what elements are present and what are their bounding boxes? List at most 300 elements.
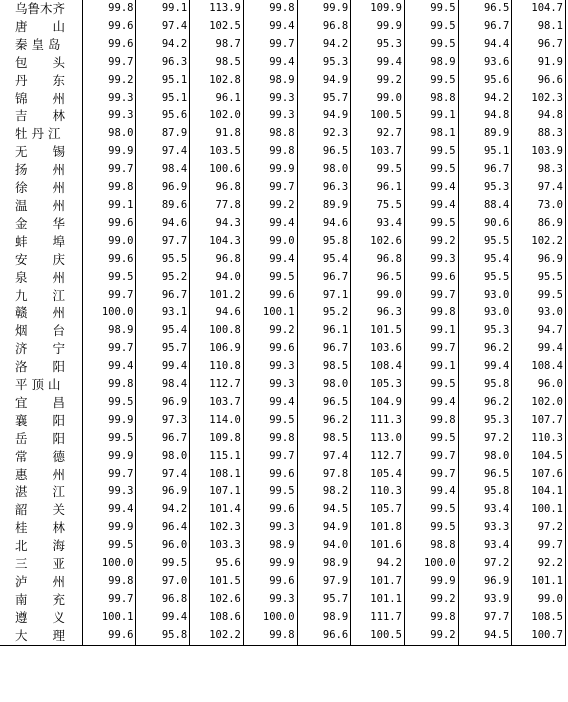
index-value-cell: 102.3 (512, 90, 566, 108)
index-value-cell: 105.7 (351, 501, 405, 519)
index-value-cell: 100.8 (190, 322, 244, 340)
index-value-cell: 100.7 (512, 627, 566, 645)
index-value-cell: 99.0 (82, 233, 136, 251)
index-value-cell: 99.6 (404, 269, 458, 287)
index-value-cell: 99.4 (243, 215, 297, 233)
index-value-cell: 104.9 (351, 394, 405, 412)
index-value-cell: 97.2 (458, 555, 512, 573)
index-value-cell: 95.4 (136, 322, 190, 340)
index-value-cell: 102.6 (190, 591, 244, 609)
index-value-cell: 99.6 (82, 251, 136, 269)
index-value-cell: 99.3 (243, 519, 297, 537)
table-row (0, 72, 566, 90)
index-value-cell: 112.7 (351, 448, 405, 466)
index-value-cell: 98.9 (243, 537, 297, 555)
index-value-cell: 94.0 (297, 537, 351, 555)
index-value-cell: 93.4 (458, 537, 512, 555)
index-value-cell: 99.9 (243, 161, 297, 179)
index-value-cell: 97.4 (297, 448, 351, 466)
index-value-cell: 99.4 (458, 358, 512, 376)
index-value-cell: 99.1 (404, 358, 458, 376)
index-value-cell: 99.5 (82, 430, 136, 448)
city-name-cell: 吉 林 (15, 108, 66, 124)
index-value-cell: 96.9 (136, 483, 190, 501)
index-value-cell: 90.6 (458, 215, 512, 233)
index-value-cell: 101.2 (190, 287, 244, 305)
index-value-cell: 100.1 (82, 609, 136, 627)
index-value-cell: 98.4 (136, 376, 190, 394)
index-value-cell: 101.7 (351, 573, 405, 591)
index-value-cell: 94.5 (458, 627, 512, 645)
index-value-cell: 96.8 (297, 18, 351, 36)
index-value-cell: 95.8 (458, 376, 512, 394)
index-value-cell: 91.9 (512, 54, 566, 72)
city-name-cell: 丹 东 (15, 72, 66, 88)
index-value-cell: 94.0 (190, 269, 244, 287)
table-row (0, 107, 566, 125)
index-value-cell: 99.4 (512, 340, 566, 358)
index-value-cell: 99.4 (243, 18, 297, 36)
city-name-cell: 襄 阳 (15, 412, 66, 428)
index-value-cell: 99.8 (82, 376, 136, 394)
index-value-cell: 98.3 (512, 161, 566, 179)
city-name-cell: 金 华 (15, 215, 66, 231)
index-value-cell: 99.1 (82, 197, 136, 215)
index-value-cell: 99.8 (82, 179, 136, 197)
index-value-cell: 99.9 (82, 412, 136, 430)
table-row (0, 36, 566, 54)
index-value-cell: 103.9 (512, 143, 566, 161)
city-name-cell: 济 宁 (15, 341, 66, 357)
index-value-cell: 97.8 (297, 466, 351, 484)
index-value-cell: 96.8 (136, 591, 190, 609)
city-name-cell: 九 江 (15, 287, 66, 303)
index-value-cell: 99.5 (404, 36, 458, 54)
index-value-cell: 103.3 (190, 537, 244, 555)
index-value-cell: 105.4 (351, 466, 405, 484)
index-value-cell: 99.6 (243, 573, 297, 591)
index-value-cell: 94.3 (190, 215, 244, 233)
index-value-cell: 96.9 (136, 179, 190, 197)
table-row (0, 448, 566, 466)
index-value-cell: 115.1 (190, 448, 244, 466)
index-value-cell: 99.5 (243, 269, 297, 287)
city-name-cell: 锦 州 (15, 90, 66, 106)
table-row (0, 251, 566, 269)
table-row (0, 322, 566, 340)
city-name-cell: 包 头 (15, 54, 66, 70)
index-value-cell: 97.4 (512, 179, 566, 197)
index-value-cell: 88.4 (458, 197, 512, 215)
index-value-cell: 94.9 (297, 107, 351, 125)
city-name-cell: 惠 州 (15, 466, 66, 482)
city-name-cell: 无 锡 (15, 144, 66, 160)
index-value-cell: 108.6 (190, 609, 244, 627)
index-value-cell: 96.8 (351, 251, 405, 269)
index-value-cell: 101.8 (351, 519, 405, 537)
index-value-cell: 99.3 (243, 90, 297, 108)
table-row (0, 483, 566, 501)
index-value-cell: 95.1 (136, 90, 190, 108)
index-value-cell: 96.1 (351, 179, 405, 197)
index-value-cell: 93.9 (458, 591, 512, 609)
table-row (0, 394, 566, 412)
index-value-cell: 89.6 (136, 197, 190, 215)
index-value-cell: 103.7 (190, 394, 244, 412)
city-name-cell: 温 州 (15, 197, 66, 213)
index-value-cell: 98.5 (190, 54, 244, 72)
city-name-cell: 洛 阳 (15, 359, 66, 375)
index-value-cell: 99.7 (82, 591, 136, 609)
table-row (0, 555, 566, 573)
index-value-cell: 100.6 (190, 161, 244, 179)
index-value-cell: 104.1 (512, 483, 566, 501)
index-value-cell: 95.3 (458, 412, 512, 430)
index-value-cell: 95.7 (297, 90, 351, 108)
index-value-cell: 94.6 (190, 304, 244, 322)
index-value-cell: 97.1 (297, 287, 351, 305)
index-value-cell: 95.3 (458, 322, 512, 340)
index-value-cell: 99.8 (243, 0, 297, 18)
index-value-cell: 94.6 (136, 215, 190, 233)
table-row (0, 215, 566, 233)
index-value-cell: 99.4 (243, 394, 297, 412)
table-row (0, 0, 566, 18)
index-value-cell: 98.9 (404, 54, 458, 72)
index-value-cell: 95.5 (458, 269, 512, 287)
index-value-cell: 99.3 (243, 591, 297, 609)
index-value-cell: 99.5 (82, 394, 136, 412)
city-name-cell: 南 充 (15, 591, 66, 607)
index-value-cell: 97.2 (458, 430, 512, 448)
city-name-cell: 赣 州 (15, 305, 66, 321)
index-value-cell: 96.9 (136, 394, 190, 412)
index-value-cell: 94.8 (458, 107, 512, 125)
index-value-cell: 99.0 (351, 90, 405, 108)
index-value-cell: 108.5 (512, 609, 566, 627)
index-value-cell: 93.1 (136, 304, 190, 322)
city-name-cell: 安 庆 (15, 251, 66, 267)
city-name-cell: 宜 昌 (15, 394, 66, 410)
table-row (0, 340, 566, 358)
table-row (0, 376, 566, 394)
index-value-cell: 104.3 (190, 233, 244, 251)
index-value-cell: 99.4 (404, 483, 458, 501)
index-value-cell: 96.7 (458, 161, 512, 179)
index-value-cell: 99.3 (82, 483, 136, 501)
index-value-cell: 99.8 (243, 430, 297, 448)
index-value-cell: 99.5 (351, 161, 405, 179)
index-value-cell: 111.3 (351, 412, 405, 430)
index-value-cell: 97.4 (136, 18, 190, 36)
index-value-cell: 99.2 (404, 591, 458, 609)
city-name-cell: 岳 阳 (15, 430, 66, 446)
city-name-cell: 韶 关 (15, 502, 66, 518)
city-name-cell: 常 德 (15, 448, 66, 464)
index-value-cell: 99.1 (136, 0, 190, 18)
index-value-cell: 98.5 (297, 358, 351, 376)
index-value-cell: 96.5 (297, 143, 351, 161)
index-value-cell: 99.7 (512, 537, 566, 555)
index-value-cell: 99.7 (82, 466, 136, 484)
index-value-cell: 114.0 (190, 412, 244, 430)
index-value-cell: 107.1 (190, 483, 244, 501)
index-value-cell: 98.7 (190, 36, 244, 54)
index-value-cell: 99.7 (82, 340, 136, 358)
index-value-cell: 99.9 (243, 555, 297, 573)
index-value-cell: 96.5 (297, 394, 351, 412)
index-value-cell: 95.8 (136, 627, 190, 645)
index-value-cell: 100.5 (351, 627, 405, 645)
table-row (0, 304, 566, 322)
index-value-cell: 105.3 (351, 376, 405, 394)
index-value-cell: 99.5 (404, 376, 458, 394)
city-name-cell: 蚌 埠 (15, 233, 66, 249)
index-value-cell: 89.9 (297, 197, 351, 215)
index-value-cell: 103.6 (351, 340, 405, 358)
index-value-cell: 99.5 (404, 519, 458, 537)
index-value-cell: 99.8 (82, 573, 136, 591)
index-value-cell: 98.4 (136, 161, 190, 179)
index-value-cell: 99.9 (82, 448, 136, 466)
index-value-cell: 99.9 (404, 573, 458, 591)
index-value-cell: 100.0 (82, 304, 136, 322)
index-value-cell: 98.8 (404, 90, 458, 108)
index-value-cell: 91.8 (190, 125, 244, 143)
index-value-cell: 99.6 (82, 215, 136, 233)
index-value-cell: 99.7 (82, 54, 136, 72)
index-value-cell: 99.5 (512, 287, 566, 305)
index-value-cell: 99.4 (243, 251, 297, 269)
index-value-cell: 99.2 (243, 322, 297, 340)
index-value-cell: 96.4 (136, 519, 190, 537)
index-value-cell: 94.5 (297, 501, 351, 519)
city-name-cell: 湛 江 (15, 484, 66, 500)
index-value-cell: 101.1 (351, 591, 405, 609)
index-value-cell: 109.8 (190, 430, 244, 448)
index-value-cell: 106.9 (190, 340, 244, 358)
index-value-cell: 99.7 (404, 448, 458, 466)
index-value-cell: 99.3 (243, 358, 297, 376)
index-value-cell: 107.7 (512, 412, 566, 430)
index-value-cell: 96.2 (297, 412, 351, 430)
index-value-cell: 108.1 (190, 466, 244, 484)
index-value-cell: 99.5 (136, 555, 190, 573)
index-value-cell: 99.9 (351, 18, 405, 36)
index-value-cell: 73.0 (512, 197, 566, 215)
city-name-cell: 秦 皇 岛 (15, 36, 61, 52)
table-row (0, 573, 566, 591)
index-value-cell: 99.5 (404, 72, 458, 90)
city-name-cell: 唐 山 (15, 18, 66, 34)
index-value-cell: 96.7 (136, 430, 190, 448)
index-value-cell: 77.8 (190, 197, 244, 215)
index-value-cell: 99.8 (404, 304, 458, 322)
index-value-cell: 95.6 (458, 72, 512, 90)
index-value-cell: 97.4 (136, 143, 190, 161)
index-value-cell: 88.3 (512, 125, 566, 143)
index-value-cell: 110.3 (351, 483, 405, 501)
index-value-cell: 96.3 (351, 304, 405, 322)
table-row (0, 233, 566, 251)
index-value-cell: 102.5 (190, 18, 244, 36)
index-value-cell: 94.9 (297, 519, 351, 537)
index-value-cell: 99.2 (82, 72, 136, 90)
index-value-cell: 95.3 (297, 54, 351, 72)
index-value-cell: 102.3 (190, 519, 244, 537)
city-name-cell: 桂 林 (15, 520, 66, 536)
index-value-cell: 95.4 (297, 251, 351, 269)
index-value-cell: 96.7 (136, 287, 190, 305)
index-value-cell: 99.1 (404, 322, 458, 340)
index-value-cell: 99.5 (404, 501, 458, 519)
index-value-cell: 95.2 (297, 304, 351, 322)
city-name-cell: 扬 州 (15, 162, 66, 178)
city-name-cell: 北 海 (15, 538, 66, 554)
index-value-cell: 94.2 (351, 555, 405, 573)
index-value-cell: 98.9 (297, 555, 351, 573)
index-value-cell: 99.4 (404, 179, 458, 197)
index-value-cell: 113.9 (190, 0, 244, 18)
city-name-cell: 大 理 (0, 627, 82, 645)
index-value-cell: 98.9 (297, 609, 351, 627)
index-value-cell: 97.7 (136, 233, 190, 251)
index-value-cell: 99.5 (404, 215, 458, 233)
city-name-cell: 平 顶 山 (15, 377, 61, 393)
index-value-cell: 100.0 (243, 609, 297, 627)
index-value-cell: 100.0 (82, 555, 136, 573)
index-value-cell: 95.7 (136, 340, 190, 358)
index-value-cell: 99.2 (404, 627, 458, 645)
index-value-cell: 96.1 (297, 322, 351, 340)
index-value-cell: 100.5 (351, 107, 405, 125)
index-value-cell: 99.5 (404, 430, 458, 448)
index-value-cell: 93.0 (512, 304, 566, 322)
index-value-cell: 96.1 (190, 90, 244, 108)
index-value-cell: 99.2 (351, 72, 405, 90)
table-row (0, 466, 566, 484)
index-value-cell: 95.5 (136, 251, 190, 269)
index-value-cell: 99.5 (243, 483, 297, 501)
index-value-cell: 111.7 (351, 609, 405, 627)
index-value-cell: 99.3 (82, 107, 136, 125)
index-value-cell: 86.9 (512, 215, 566, 233)
index-value-cell: 99.4 (351, 54, 405, 72)
table-row (0, 143, 566, 161)
index-value-cell: 96.3 (136, 54, 190, 72)
index-value-cell: 100.0 (404, 555, 458, 573)
index-value-cell: 92.7 (351, 125, 405, 143)
table-row (0, 501, 566, 519)
index-value-cell: 97.4 (136, 466, 190, 484)
index-value-cell: 96.5 (458, 0, 512, 18)
index-value-cell: 93.0 (458, 287, 512, 305)
index-value-cell: 99.4 (404, 197, 458, 215)
table-row (0, 609, 566, 627)
index-value-cell: 96.6 (512, 72, 566, 90)
table-row (0, 537, 566, 555)
index-value-cell: 93.4 (351, 215, 405, 233)
index-value-cell: 95.3 (351, 36, 405, 54)
index-value-cell: 89.9 (458, 125, 512, 143)
index-value-cell: 94.6 (297, 215, 351, 233)
index-value-cell: 99.4 (404, 394, 458, 412)
index-value-cell: 99.4 (136, 609, 190, 627)
index-value-cell: 99.3 (404, 251, 458, 269)
index-value-cell: 94.2 (458, 90, 512, 108)
index-value-cell: 99.5 (243, 412, 297, 430)
index-value-cell: 98.8 (243, 125, 297, 143)
index-value-cell: 93.4 (458, 501, 512, 519)
index-value-cell: 99.3 (82, 90, 136, 108)
index-value-cell: 113.0 (351, 430, 405, 448)
index-value-cell: 98.0 (458, 448, 512, 466)
index-value-cell: 99.7 (404, 340, 458, 358)
table-row (0, 269, 566, 287)
index-value-cell: 109.9 (351, 0, 405, 18)
table-row (0, 197, 566, 215)
table-row (0, 591, 566, 609)
table-row (0, 161, 566, 179)
index-value-cell: 95.5 (458, 233, 512, 251)
index-value-cell: 96.0 (136, 537, 190, 555)
index-value-cell: 101.5 (190, 573, 244, 591)
index-value-cell: 102.0 (512, 394, 566, 412)
index-value-cell: 95.6 (136, 107, 190, 125)
index-value-cell: 99.9 (82, 519, 136, 537)
table-row (0, 54, 566, 72)
index-value-cell: 99.8 (404, 609, 458, 627)
index-value-cell: 99.4 (82, 501, 136, 519)
index-value-cell: 107.6 (512, 466, 566, 484)
index-value-cell: 95.6 (190, 555, 244, 573)
index-value-cell: 102.2 (512, 233, 566, 251)
index-value-cell: 96.3 (297, 179, 351, 197)
index-value-cell: 104.7 (512, 0, 566, 18)
index-value-cell: 87.9 (136, 125, 190, 143)
index-value-cell: 102.2 (190, 627, 244, 645)
city-name-cell: 遵 义 (15, 609, 66, 625)
index-value-cell: 99.7 (243, 179, 297, 197)
index-value-cell: 97.3 (136, 412, 190, 430)
index-value-cell: 99.6 (243, 501, 297, 519)
city-name-cell: 牡 丹 江 (15, 126, 61, 142)
index-value-cell: 99.1 (404, 107, 458, 125)
index-value-cell: 99.2 (243, 197, 297, 215)
index-value-cell: 95.5 (512, 269, 566, 287)
index-value-cell: 99.6 (82, 18, 136, 36)
index-value-cell: 95.7 (297, 591, 351, 609)
index-value-cell: 96.7 (297, 340, 351, 358)
index-value-cell: 92.2 (512, 555, 566, 573)
index-value-cell: 99.7 (82, 161, 136, 179)
index-value-cell: 96.8 (190, 179, 244, 197)
index-value-cell: 96.9 (458, 573, 512, 591)
index-value-cell: 112.7 (190, 376, 244, 394)
index-value-cell: 96.6 (297, 627, 351, 645)
index-value-cell: 108.4 (351, 358, 405, 376)
city-name-cell: 泉 州 (15, 269, 66, 285)
index-value-cell: 99.6 (243, 340, 297, 358)
index-value-cell: 98.2 (297, 483, 351, 501)
index-value-cell: 96.7 (458, 18, 512, 36)
index-value-cell: 96.5 (458, 466, 512, 484)
index-value-cell: 99.8 (82, 0, 136, 18)
index-value-cell: 96.7 (512, 36, 566, 54)
index-value-cell: 99.5 (404, 0, 458, 18)
index-value-cell: 94.2 (136, 36, 190, 54)
table-row (0, 519, 566, 537)
